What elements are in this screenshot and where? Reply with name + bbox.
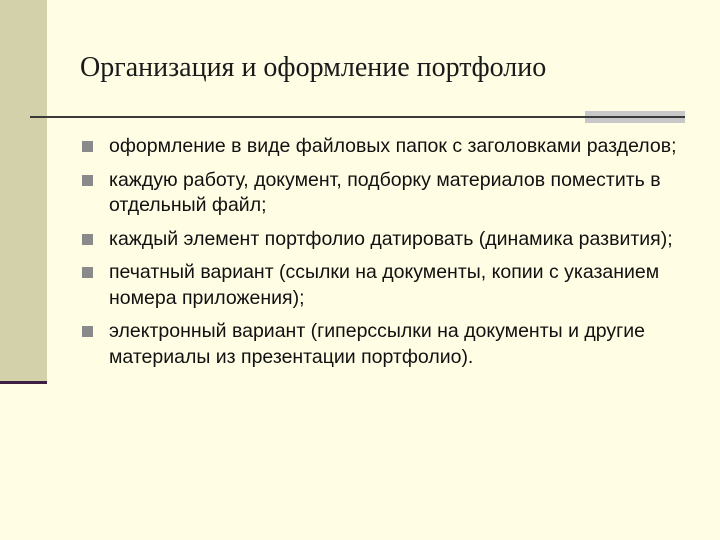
left-decorative-band bbox=[0, 0, 47, 383]
bullet-text: печатный вариант (ссылки на документы, копии с указанием номера приложения); bbox=[109, 261, 660, 309]
list-item bbox=[82, 134, 702, 160]
bullet-text: каждый элемент портфолио датировать (динамика развития); bbox=[109, 227, 673, 250]
title-divider-accent-line bbox=[585, 116, 685, 118]
list-item bbox=[82, 319, 702, 370]
slide-title: Организация и оформление портфолио bbox=[80, 52, 547, 83]
bullet-text: оформление в виде файловых папок с заголовками разделов; bbox=[109, 135, 677, 157]
bullet-text: каждую работу, документ, подборку материалов поместить в отдельный файл; bbox=[109, 168, 661, 216]
square-bullet-icon bbox=[82, 141, 93, 152]
square-bullet-icon bbox=[82, 326, 93, 337]
list-item bbox=[82, 260, 702, 311]
list-item bbox=[82, 168, 702, 219]
list-item bbox=[82, 227, 702, 253]
left-band-accent-line bbox=[0, 381, 47, 384]
bullet-text: электронный вариант (гиперссылки на документы и другие материалы из презентации портфолио). bbox=[109, 320, 645, 368]
square-bullet-icon bbox=[82, 234, 93, 245]
square-bullet-icon bbox=[82, 267, 93, 278]
bullet-list bbox=[82, 134, 702, 378]
square-bullet-icon bbox=[82, 175, 93, 186]
